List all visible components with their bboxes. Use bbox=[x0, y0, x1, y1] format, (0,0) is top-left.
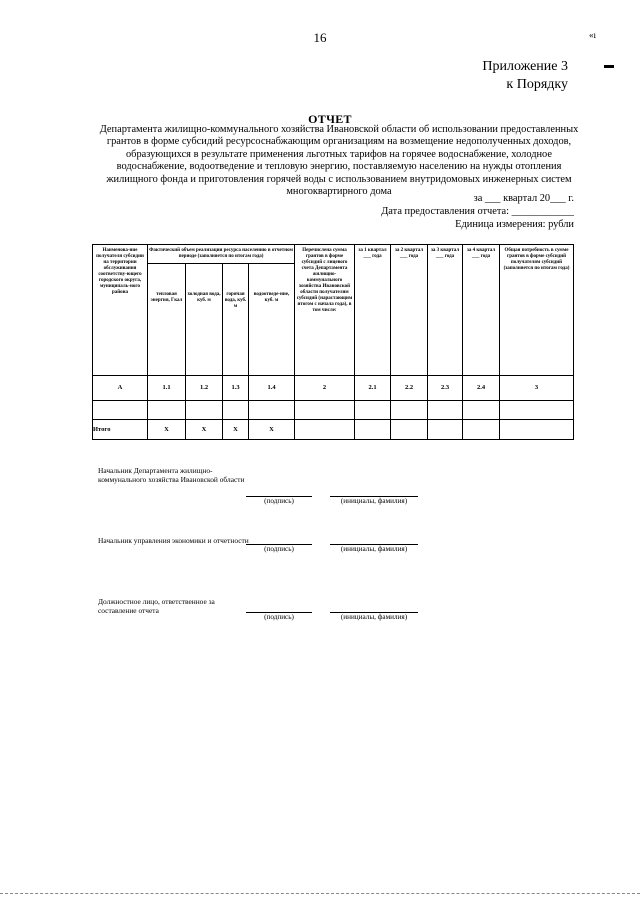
page-number: 16 bbox=[313, 30, 327, 45]
col-2-2-header: за 2 квартал ___ года bbox=[391, 245, 428, 376]
empty-cell bbox=[463, 401, 500, 420]
col-2-4-header: за 4 квартал ___ года bbox=[463, 245, 500, 376]
col-1-1-header: тепловая энергия, Гкал bbox=[148, 264, 186, 376]
empty-cell bbox=[355, 401, 391, 420]
total-mark: Х bbox=[223, 420, 249, 440]
col-3-header: Общая потребность в сумме грантов в форме субсидий получателям субсидий (заполняется по итогам года) bbox=[500, 245, 574, 376]
code-cell: 1.1 bbox=[148, 376, 186, 401]
code-cell: 2 bbox=[295, 376, 355, 401]
signature-caption: (подпись) bbox=[264, 497, 294, 505]
empty-cell bbox=[295, 401, 355, 420]
total-mark: Х bbox=[249, 420, 295, 440]
report-description: Департамента жилищно-коммунального хозяйства Ивановской области об использовании предоставленных грантов в форме субсидий ресурсоснабжающим организациям на возмещение недополученных доходов, образующихся в результате применения льготных тарифов на горячее водоснабжение, холодное водоснабжение, водоотведение и тепловую энергию, поставляемую населению на нужды отопления жилищного фонда и приготовления горячей воды с использованием внутридомовых инженерных систем многоквартирного дома bbox=[99, 124, 579, 198]
total-mark: Х bbox=[186, 420, 223, 440]
empty-cell bbox=[249, 401, 295, 420]
code-cell: А bbox=[93, 376, 148, 401]
name-caption: (инициалы, фамилия) bbox=[340, 545, 408, 553]
code-cell: 3 bbox=[500, 376, 574, 401]
empty-cell bbox=[500, 401, 574, 420]
signature-position-1: Начальник Департамента жилищно-коммунального хозяйства Ивановской области bbox=[98, 466, 245, 484]
signature-position-2: Начальник управления экономики и отчетности bbox=[98, 536, 249, 545]
annex-reference: к Порядку bbox=[506, 77, 568, 92]
empty-cell bbox=[93, 401, 148, 420]
code-cell: 2.4 bbox=[463, 376, 500, 401]
report-table bbox=[92, 244, 574, 440]
scan-edge-line bbox=[0, 893, 640, 904]
empty-cell bbox=[428, 401, 463, 420]
signature-caption: (подпись) bbox=[264, 613, 294, 621]
col-2-header: Перечислена сумма грантов в форме субсидий с лицевого счета Департамента жилищно-коммунального хозяйства Ивановской области получателям субсидий (нарастающим итогом с начала года), в том числе: bbox=[295, 245, 355, 376]
signature-position-3: Должностное лицо, ответственное за составление отчета bbox=[98, 597, 215, 615]
empty-cell bbox=[295, 420, 355, 440]
empty-cell bbox=[391, 401, 428, 420]
col-1-group-header: Фактический объем реализации ресурса населению в отчетном периоде (заполняется по итогам года) bbox=[148, 245, 295, 264]
empty-cell bbox=[500, 420, 574, 440]
name-caption: (инициалы, фамилия) bbox=[340, 497, 408, 505]
date-line: Дата предоставления отчета: ____________ bbox=[381, 206, 574, 217]
code-cell: 1.3 bbox=[223, 376, 249, 401]
col-2-1-header: за 1 квартал ___ года bbox=[355, 245, 391, 376]
code-cell: 1.2 bbox=[186, 376, 223, 401]
signature-caption: (подпись) bbox=[264, 545, 294, 553]
code-cell: 1.4 bbox=[249, 376, 295, 401]
col-2-3-header: за 3 квартал ___ года bbox=[428, 245, 463, 376]
col-1-3-header: горячая вода, куб. м bbox=[223, 264, 249, 376]
table-row bbox=[93, 401, 574, 420]
code-cell: 2.1 bbox=[355, 376, 391, 401]
annex-label: Приложение 3 bbox=[482, 59, 568, 74]
column-code-row bbox=[93, 376, 574, 401]
total-label: Итого bbox=[93, 420, 148, 440]
empty-cell bbox=[186, 401, 223, 420]
empty-cell bbox=[148, 401, 186, 420]
total-mark: Х bbox=[148, 420, 186, 440]
col-a-header: Наименова-ние получателя субсидии на территории обслуживания соответству-ющего городского округа, муниципаль-ного района bbox=[93, 245, 148, 376]
empty-cell bbox=[355, 420, 391, 440]
unit-line: Единица измерения: рубли bbox=[455, 219, 574, 230]
corner-dash: ▬ bbox=[604, 60, 614, 71]
total-row bbox=[93, 420, 574, 440]
name-caption: (инициалы, фамилия) bbox=[340, 613, 408, 621]
empty-cell bbox=[463, 420, 500, 440]
empty-cell bbox=[428, 420, 463, 440]
empty-cell bbox=[391, 420, 428, 440]
corner-mark: «ı bbox=[589, 30, 597, 40]
report-title: ОТЧЕТ bbox=[308, 112, 352, 126]
col-1-2-header: холодная вода, куб. м bbox=[186, 264, 223, 376]
col-1-4-header: водоотведе-ние, куб. м bbox=[249, 264, 295, 376]
code-cell: 2.2 bbox=[391, 376, 428, 401]
code-cell: 2.3 bbox=[428, 376, 463, 401]
empty-cell bbox=[223, 401, 249, 420]
period-line: за ___ квартал 20___ г. bbox=[473, 193, 574, 204]
